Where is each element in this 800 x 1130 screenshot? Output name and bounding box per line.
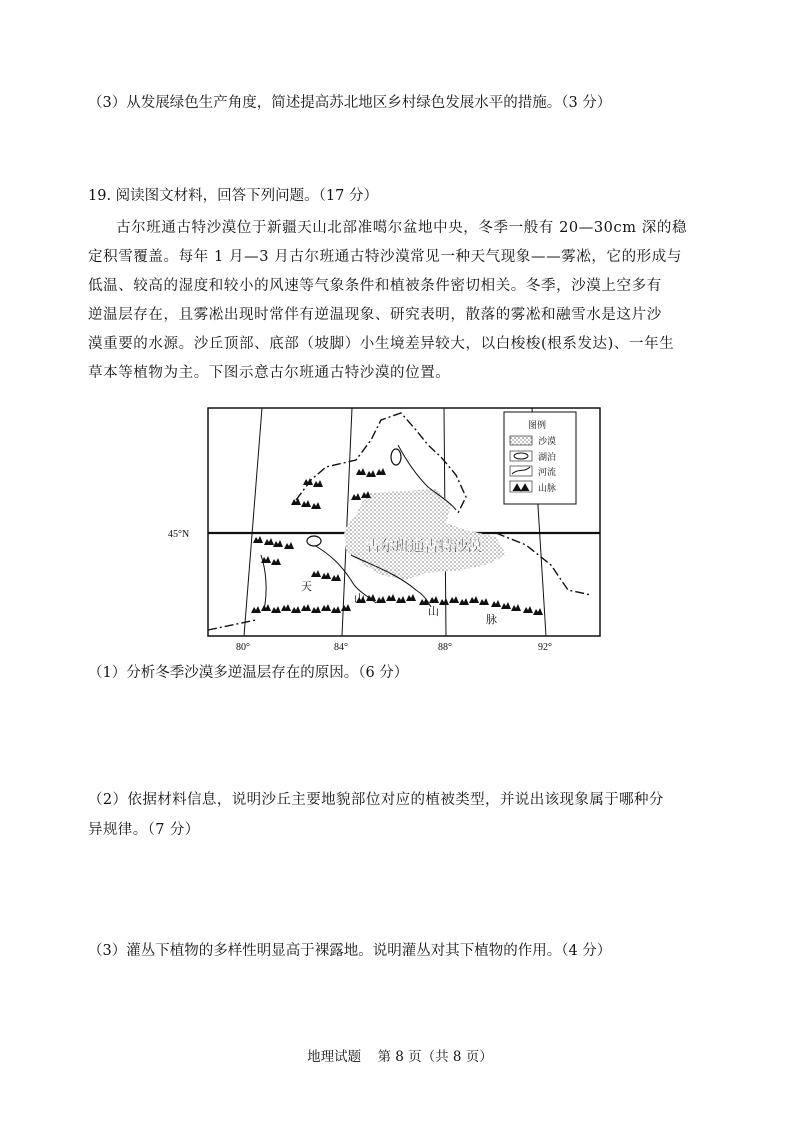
mountain-icon	[321, 604, 331, 611]
map-legend	[504, 412, 576, 504]
mountain-icon	[386, 594, 396, 601]
mountain-icon	[273, 540, 283, 547]
mountain-icon	[253, 536, 263, 543]
question-19-material	[88, 214, 728, 388]
mountain-icon	[376, 468, 386, 475]
footer-page-number: 第 8 页（共 8 页）	[377, 1049, 493, 1065]
mountain-icon	[491, 600, 501, 607]
question-19-1: （1）分析冬季沙漠多逆温层存在的原因。（6 分）	[88, 665, 409, 681]
mountain-label-shan2: 山	[428, 606, 439, 618]
mountain-icon	[291, 606, 301, 613]
legend-title: 图例	[528, 420, 547, 430]
mountain-icon	[284, 542, 294, 549]
lake	[391, 449, 401, 465]
mountain-icon	[321, 572, 331, 579]
mountain-icon	[301, 500, 311, 507]
mountain-icon	[271, 606, 281, 613]
desert-label: 古尔班通古特沙漠	[366, 539, 483, 555]
lake	[307, 536, 321, 546]
mountain-icon	[429, 596, 439, 603]
mountain-icon	[331, 574, 341, 581]
mountain-icon	[311, 606, 321, 613]
legend-desert-label: 沙漠	[538, 436, 557, 446]
mountain-icon	[271, 558, 281, 565]
desert-location-map	[166, 405, 616, 660]
legend-desert-swatch	[510, 436, 532, 445]
question-19-2	[88, 785, 728, 845]
legend-lake-icon	[514, 453, 528, 459]
mountain-icon	[303, 478, 313, 485]
mountain-icon	[281, 604, 291, 611]
mountain-icon	[301, 604, 311, 611]
mountain-icon	[469, 596, 479, 603]
legend-mountain-label: 山脉	[538, 483, 557, 493]
mountain-icon	[376, 596, 386, 603]
lon-label-92: 92°	[538, 642, 552, 653]
material-line: 逆温层存在，且雾凇出现时常伴有逆温现象、研究表明，散落的雾凇和融雪水是这片沙	[88, 307, 662, 323]
lon-label-88: 88°	[438, 642, 452, 653]
material-line: 漠重要的水源。沙丘顶部、底部（坡脚）小生境差异较大，以白梭梭(根系发达)、一年生	[88, 336, 675, 352]
mountain-icon	[311, 570, 321, 577]
material-line: 低温、较高的湿度和较小的风速等气象条件和植被条件密切相关。冬季，沙漠上空多有	[88, 278, 662, 294]
mountain-icon	[419, 598, 429, 605]
meridian-80	[244, 408, 262, 636]
material-line: 草本等植物为主。下图示意古尔班通古特沙漠的位置。	[88, 365, 451, 381]
material-line: 定积雪覆盖。每年 1 月—3 月古尔班通古特沙漠常见一种天气现象——雾凇，它的形成与	[88, 249, 682, 265]
mountain-label-mai: 脉	[486, 614, 497, 626]
mountain-icon	[356, 468, 366, 475]
mountain-icon	[501, 602, 511, 609]
material-line: 古尔班通古特沙漠位于新疆天山北部准噶尔盆地中央，冬季一般有 20—30cm 深的稳	[116, 220, 688, 236]
mountain-icon	[459, 598, 469, 605]
lat-label-45n: 45°N	[168, 529, 190, 540]
question-line: （2）依据材料信息，说明沙丘主要地貌部位对应的植被类型，并说出该现象属于哪种分	[88, 792, 664, 808]
lon-label-84: 84°	[334, 642, 348, 653]
mountain-icon	[311, 502, 321, 509]
question-18-3: （3）从发展绿色生产角度，简述提高苏北地区乡村绿色发展水平的措施。（3 分）	[88, 95, 612, 111]
desert-area	[344, 489, 506, 580]
lon-label-80: 80°	[236, 642, 250, 653]
mountain-label-tian: 天	[301, 581, 312, 593]
question-19-3: （3）灌丛下植物的多样性明显高于裸露地。说明灌丛对其下植物的作用。（4 分）	[88, 943, 612, 959]
mountain-icon	[251, 606, 261, 613]
mountain-icon	[406, 594, 416, 601]
legend-lake-label: 湖泊	[538, 452, 557, 462]
mountain-icon	[449, 596, 459, 603]
mountain-icon	[351, 493, 361, 500]
footer-subject: 地理试题	[307, 1049, 362, 1065]
mountain-icon	[366, 470, 376, 477]
mountain-icon	[523, 606, 533, 613]
legend-river-label: 河流	[538, 467, 557, 477]
mountain-icon	[313, 480, 323, 487]
mountain-label-shan1: 山	[354, 593, 365, 605]
question-19-title: 19. 阅读图文材料，回答下列问题。（17 分）	[88, 188, 378, 204]
mountain-icon	[396, 596, 406, 603]
mountain-icon	[261, 604, 271, 611]
mountain-icon	[341, 604, 351, 611]
mountain-icon	[479, 598, 489, 605]
question-line: 异规律。（7 分）	[88, 822, 200, 838]
river	[261, 555, 266, 610]
mountain-icon	[533, 608, 543, 615]
mountain-icon	[439, 598, 449, 605]
mountain-icon	[511, 604, 521, 611]
page-footer	[0, 1045, 800, 1065]
mountain-icon	[366, 594, 376, 601]
mountain-icon	[331, 606, 341, 613]
mountain-icon	[264, 538, 274, 545]
